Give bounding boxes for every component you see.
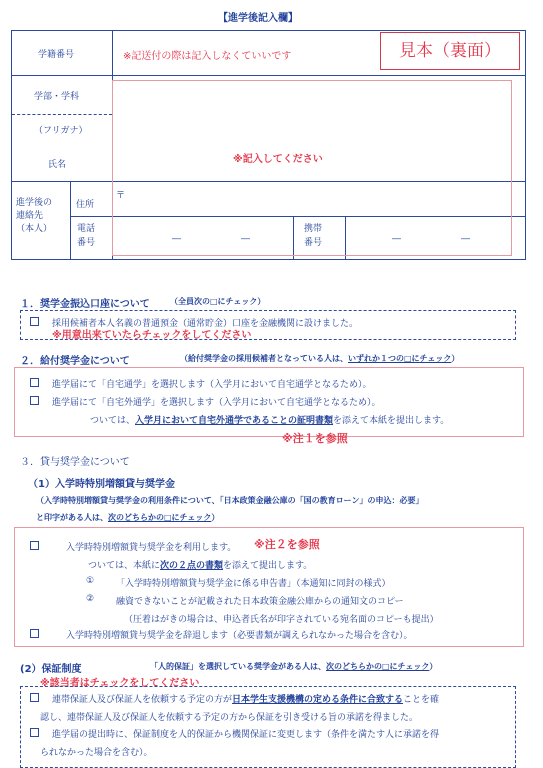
- student-id-note: ※記送付の際は記入しなくていいです: [123, 51, 292, 62]
- student-id-label: 学籍番号: [38, 50, 75, 60]
- faculty-label: 学部・学科: [34, 92, 80, 102]
- section3-sub2-item2-line1: 進学届の提出時に、保証制度を人的保証から機関保証に変更します（条件を満たす人に承諾を得: [52, 730, 440, 740]
- section3-sub2-note: ※該当者はチェックをしてください: [40, 678, 200, 689]
- section1-title: １．奨学金振込口座について: [20, 299, 150, 310]
- phone-label: 電話 番号: [77, 224, 96, 248]
- section1-checkbox[interactable]: [30, 317, 39, 326]
- section2-instruction: （給付奨学金の採用候補者となっている人は、いずれか１つの□にチェック）: [180, 354, 460, 363]
- section2-item1: 進学届にて「自宅通学」を選択します（入学月において自宅通学となるため）。: [52, 380, 372, 390]
- mobile-label: 携帯 番号: [304, 224, 323, 248]
- section3-sub2-checkbox-institutional[interactable]: [30, 728, 39, 737]
- section2-item2-follow: ついては、入学月において自宅外通学であることの証明書類を添えて本紙を提出します。: [90, 416, 450, 426]
- section2-checkbox-away[interactable]: [30, 396, 39, 405]
- section3-sub2-item2-line2: られなかった場合を含む）。: [40, 748, 153, 758]
- section3-sub1-doc2-note: （圧着はがきの場合は、申込者氏名が印字されている宛名面のコピーも提出）: [124, 615, 439, 625]
- phone-value: ― ―: [172, 234, 265, 244]
- section3-sub1-doc1-num: ①: [86, 576, 95, 586]
- mobile-value: ― ―: [392, 234, 485, 244]
- section3-sub2-item1-line2: 認し、連帯保証人及び保証人を依頼する予定の方から保証を引き受ける旨の承諾を得ました。: [40, 713, 419, 723]
- section2-note: ※注１を参照: [282, 432, 348, 445]
- section3-sub1-doc2: 融資できないことが記載された日本政策金融公庫からの通知文のコピー: [116, 597, 404, 607]
- section3-sub1-follow: ついては、本紙に次の２点の書類を添えて提出します。: [88, 561, 313, 571]
- section1-instruction: （全員次の□にチェック）: [170, 297, 266, 306]
- address-label: 住所: [76, 200, 95, 210]
- section2-title: ２．給付奨学金について: [20, 356, 130, 367]
- section2-checkbox-home[interactable]: [30, 378, 39, 387]
- name-note: ※記入してください: [233, 154, 323, 165]
- section3-sub1-item2: 入学時特別増額貸与奨学金を辞退します（必要書類が調えられなかった場合を含む）。: [66, 631, 413, 641]
- section3-title: ３．貸与奨学金について: [20, 457, 130, 468]
- section3-sub2-item1: 連帯保証人及び保証人を依頼する予定の方が日本学生支援機構の定める条件に合致することを確: [52, 695, 440, 705]
- contact-label: 進学後の 連絡先 （本人）: [16, 198, 53, 234]
- section1-item: 採用候補者本人名義の普通預金（通常貯金）口座を金融機関に設けました。: [52, 319, 359, 329]
- section3-sub1-checkbox-decline[interactable]: [30, 629, 39, 638]
- name-label: 氏名: [48, 160, 67, 170]
- section3-sub1-note: ※注２を参照: [254, 538, 320, 551]
- section1-note: ※用意出来ていたらチェックをしてください: [52, 330, 252, 341]
- section2-item2: 進学届にて「自宅外通学」を選択します（入学月において自宅通学となるため）。: [52, 398, 381, 408]
- section3-sub1-instruction2: と印字がある人は、次のどちらかの□にチェック）: [36, 513, 220, 522]
- section3-sub1-instruction1: （入学時特別増額貸与奨学金の利用条件について、「日本政策金融公庫の「国の教育ローン」の申込：必要」: [36, 496, 424, 505]
- section3-sub1-item1: 入学時特別増額貸与奨学金を利用します。: [66, 543, 237, 553]
- section3-sub1-doc2-num: ②: [86, 594, 95, 604]
- furigana-label: （フリガナ）: [34, 126, 88, 136]
- form-header-title: 【進学後記入欄】: [218, 13, 298, 24]
- sample-stamp: 見本（裏面）: [380, 32, 520, 70]
- section3-sub2-checkbox-personal[interactable]: [30, 693, 39, 702]
- section3-sub2-instruction: 「人的保証」を選択している奨学金がある人は、次のどちらかの□にチェック）: [150, 662, 438, 671]
- postal-mark: 〒: [116, 191, 126, 201]
- section3-sub1-doc1: 「入学時特別増額貸与奨学金に係る申告書」（本通知に同封の様式）: [116, 579, 391, 589]
- input-highlight-box: [112, 80, 512, 256]
- section3-sub1-checkbox-use[interactable]: [30, 541, 39, 550]
- section3-sub2-title: (2）保証制度: [20, 664, 82, 675]
- section3-sub1-title: （1）入学時特別増額貸与奨学金: [28, 479, 175, 490]
